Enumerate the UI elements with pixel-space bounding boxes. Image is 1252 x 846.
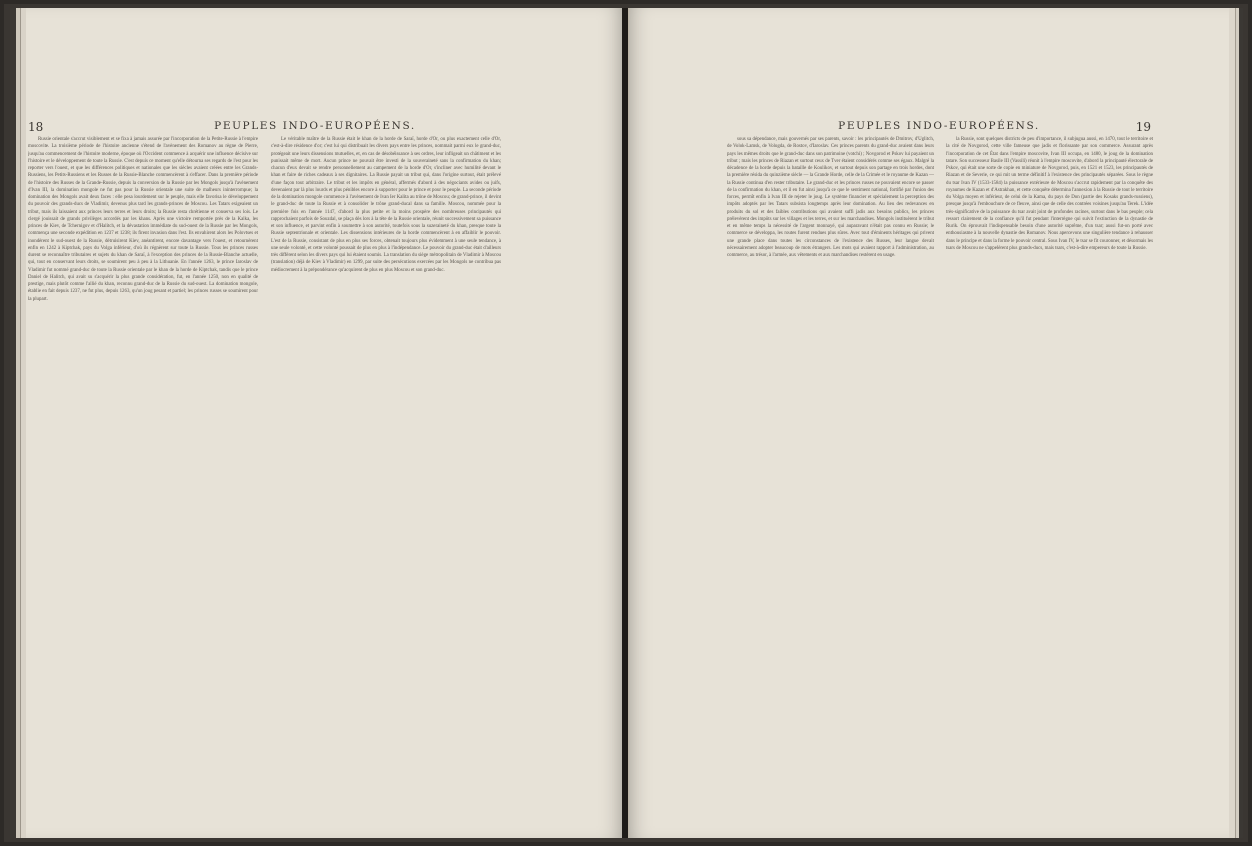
text-block — [28, 136, 501, 710]
text-block — [727, 136, 1153, 710]
text-column-left — [727, 136, 934, 710]
book-spread — [4, 4, 1248, 842]
page-header — [727, 120, 1151, 136]
paragraph: la Russie, sont quelques districts de peu d'importance, il subjugua aussi, en 1470, tout le territoire et la cité de Novgorod, cette ville fameuse que jadis et florissante par son commerce. Assurant après l'incorporation de cet État dans l'empire moscovite, Ivan III occupa, en 1480, le joug de la domination tatare. Son successeur Basile III (Vassili) réunit à l'empire moscovite, d'abord la principauté électorale de Pskov, qui était une sorte de copie en miniature de Novgorod, puis, en 1521 et 1523, les principautés de Riazan et de Severie, ce qui mit un terme définitif à l'existence des principautés séparées. Sous le règne du tsar Ivan IV (1533-1584) la puissance extérieure de Moscou s'accrut rapidement par la conquête des royaumes de Kazan et d'Astrakhan, et cette conquête détermina l'annexion à la Russie de tout le territoire du Volga moyen et inférieur, de celui de la Kama, du pays de Don (partie des Kosaks grands-russiens), presque jusqu'à l'embouchure de ce fleuve, ainsi que de celle des contrées voisines jusqu'au Terek. L'idée très-significative de la puissance du tsar avait joint de profondes racines, surtout dans le bas peuple; cela ressort clairement de la confiance qu'il fut pendant l'interrègne qui suivit l'extinction de la dynastie de Rurik. On éprouvait l'indispensable besoin d'une autorité suprême, d'un tsar; aussi fut-on porté avec enthousiasme à la nouvelle dynastie des Romanov. Nous apercevons une singulière tendance à rehausser dans le principe et dans la forme le pouvoir central. Sous Ivan IV, le tsar se fit couronner, et désormais les tsars de Moscou ne s'appelèrent plus grands-ducs, mais tsars, c'est-à-dire empereurs de toute la Russie. — [946, 137, 1153, 251]
page-edge — [10, 8, 26, 838]
paragraph: Russie orientale s'accrut visiblement et se fixa à jamais assurée par l'incorporation de la Petite-Russie à l'empire moscovite. La troisième période de l'histoire ancienne s'étend de l'avènement des Romanov au règne de Pierre, jusqu'au commencement de l'histoire moderne, époque où l'Occident commence à acquérir une influence décisive sur l'histoire et le développement de toute la Russie. C'est depuis ce moment qu'elle détourna ses regards de l'est pour les reporter vers l'ouest, et que les différences politiques et nationales que les siècles avaient créées entre les Grands-Russiens, les Petits-Russiens et les Russes de la Russie-Blanche commencèrent à s'effacer. Dans la première période de l'histoire des Russes de la Grande-Russie, depuis la conversion de la Russie par les Mongols jusqu'à l'avènement d'Ivan III, la domination mongole ne fut pas pour la Russie orientale une suite de malheurs ininterrompue; la domination des Mongols avait deux faces : elle pesa lourdement sur le peuple, mais elle favorisa le développement du pouvoir des grands-ducs de Vladimir, devenus plus tard les grands-princes de Moscou. Les Tatars exigeaient un tribut, mais ils laissaient aux princes leurs terres et leurs droits; la Russie resta chrétienne et conserva ses lois. Le clergé jouissait de grands privilèges accordés par les khans. Après une victoire remportée près de la Kalka, les princes de Kiev, de Tchernigov et d'Halitch, et la dévastation immédiate du sud-ouest de la Russie par les Mongols, commença une seconde expédition en 1237 et 1238; ils firent invasion dans l'est. Ils envahirent alors les Polovtses et inondèrent le sud-ouest de la Russie, détruisirent Kiev, anéantirent, encore davantage vers l'ouest, et retournèrent enfin en 1242 à Kiptchak, pays du Volga inférieur, d'où ils régnèrent sur toute la Russie. Tous les princes russes durent se reconnaître tributaires et sujets du khan de Saraï, à l'exception des princes de la Russie-Blanche actuelle, qui, tout en conservant leurs droits, se soumirent peu à peu à la Lithuanie. En l'année 1263, le prince Iaroslav de Vladimir fut nommé grand-duc de toute la Russie orientale par le khan de la horde de Kiptchak, tandis que le prince Daniel de Halitch, qui avait su s'acquérir la plus grande considération, fut, en l'année 1250, non en qualité de prestige, mais plutôt comme l'allié du khan, reconnu grand-duc de la Russie du sud-ouest. La domination mongole, établie en fait depuis 1237, ne fut plus, depuis 1263, qu'un joug pesant et partiel; les princes russes se soumirent pour la plupart. — [28, 137, 258, 302]
running-head: PEUPLES INDO-EUROPÉENS. — [214, 120, 416, 132]
text-column-right — [271, 136, 501, 710]
page-edge — [1229, 8, 1243, 838]
right-page — [628, 8, 1243, 838]
paragraph: sous sa dépendance, mais gouvernés par ses parents, savoir : les principautés de Dmitrov, d'Uglitch, de Volok-Lamsk, de Vologda, de Rostov, d'Iaroslav. Ces princes parents du grand-duc avaient dans leurs pays les mêmes droits que le grand-duc dans son patrimoine (votchi) ; Novgorod et Pskov lui payaient un tribut ; mais les princes de Riazan et surtout ceux de Tver étaient considérés comme ses égaux. Malgré la décadence de la horde depuis la bataille de Koulikov, et surtout depuis son partage en trois hordes, dont la première résida du quinzième siècle — la Grande Horde, celle de la Crimée et le royaume de Kazan — la Russie continua d'en rester tributaire. Le grand-duc et les princes russes ne pouvaient encore se passer de la confirmation du khan, et il en fut ainsi jusqu'à ce que le sentiment national, fortifié par l'union des forces, permît enfin à Ivan III de rejeter le joug. Le système financier et spécialement la perception des impôts adoptés par les Tatars subsista longtemps après leur domination. Au lieu des redevances en produits du sol et des faibles contributions qui avaient suffi jadis aux besoins publics, les princes prélevèrent des impôts sur les villages et les terres, et sur les marchandises. Mongols instituèrent le tribut et en même temps la nécessité de l'argent monnayé, qui auparavant n'était pas connu en Russie; le commerce se développa, les routes furent rendues plus sûres. Avec tout d'éminents héritages qui privent une grande place dans toutes les circonstances de l'existence des Russes, leur langue devait nécessairement adopter beaucoup de mots étrangers. Les mots qui avaient rapport à l'administration, au commerce, au trésor, à l'armée, aux vêtements et aux marchandises restèrent en usage. — [727, 137, 934, 258]
text-column-right — [946, 136, 1153, 710]
left-page — [10, 8, 623, 838]
page-header — [28, 120, 602, 136]
running-head: PEUPLES INDO-EUROPÉENS. — [838, 120, 1040, 132]
paragraph: Le véritable maître de la Russie était le khan de la horde de Saraï, horde d'Or, ou plus exactement celle d'Or, c'est-à-dire résidence d'or; c'est lui qui distribuait les divers pays entre les princes, nommait parmi eux le grand-duc, protégeait une leurs dissensions mutuelles, et, en cas de désobéissance à ses ordres, leur infligeait un châtiment et les punissait même de mort. Aucun prince ne pouvait être investi de la souveraineté sans la confirmation du khan; chacun d'eux devait se rendre personnellement au campement de la horde d'Or, s'incliner avec humilité devant le khan et faire de riches cadeaux à ses dignitaires. La Russie payait un tribut qui, dans l'origine surtout, était prélevé d'une façon tout arbitraire. Le tribut et les impôts en général, affermés d'abord à des négociants avides ou juifs, devenaient par là plus lourds et plus pénibles encore à supporter pour le prince et pour le peuple. La seconde période de la domination mongole commence à l'avènement de Ivan Ier Kalita au trône de Moscou; de grand-prince, il devint le grand-duc de toute la Russie et à consolider le trône grand-ducal dans sa famille. Moscou, nommée pour la première fois en l'année 1147, d'abord la plus petite et la moins prospère des nombreuses principautés qui rapprochaient parfois de Souzdal, se plaça dès lors à la tête de la Russie orientale, réunit successivement sa puissance et son influence, et parvint enfin à soumettre à son autorité, toutefois sous la suzeraineté du khan, presque toute la Russie septentrionale et orientale. Les dissensions intérieures de la horde commencèrent à en affaiblir le pouvoir. L'est de la Russie, consistant de plus en plus ses forces, obtenait toujours plus évidemment à une seule tendance, à une seule volonté, et cette volonté poussait de plus en plus à l'indépendance. Le pouvoir du grand-duc était d'ailleurs très différent selon les divers pays qui lui étaient soumis. La translation du siège métropolitain de Vladimir à Moscou (translation) déjà de Kiev à Vladimir) en 1299, par suite des persécutions exercées par les Mongols ne contribua pas médiocrement à la prépondérance qu'acquirent de plus en plus Moscou et son grand-duc. — [271, 137, 501, 273]
text-column-left — [28, 136, 258, 710]
page-number: 19 — [1135, 120, 1151, 134]
page-number: 18 — [28, 120, 44, 134]
